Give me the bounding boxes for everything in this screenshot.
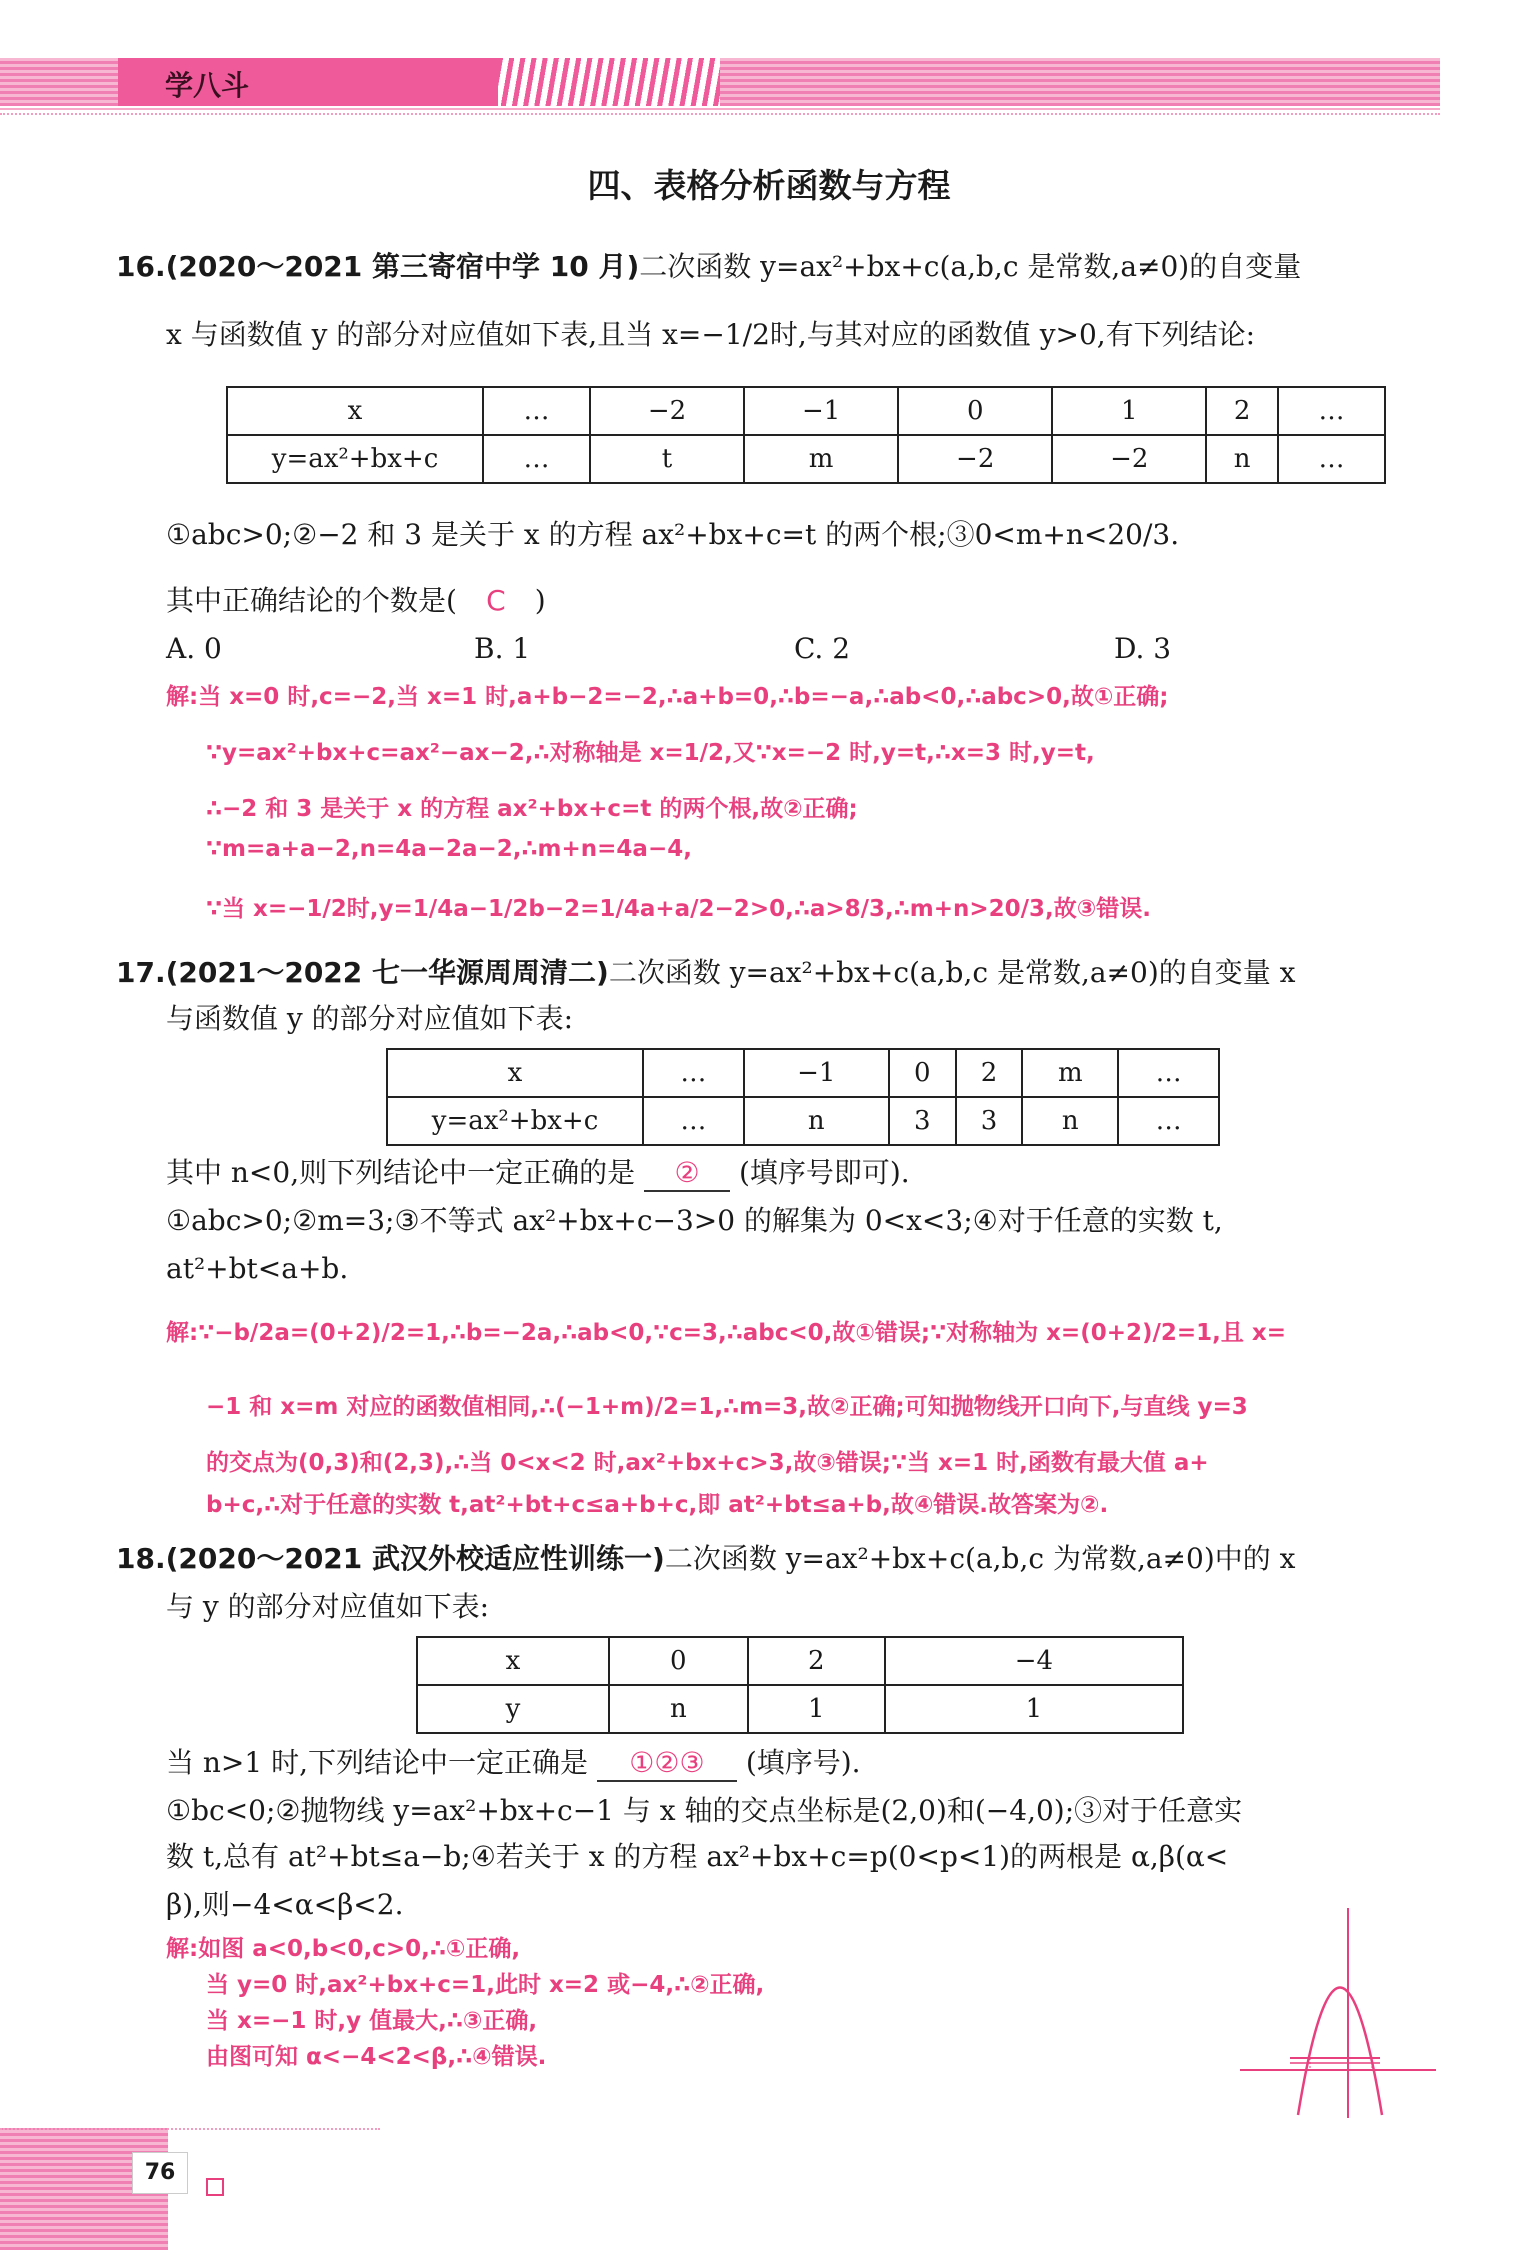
q16-choice-a: A. 0 [166,632,222,665]
square-icon [206,2178,224,2196]
table-cell: −2 [898,435,1052,483]
q18-solution-line4: 由图可知 α<−4<2<β,∴④错误. [206,2044,547,2070]
q18-statements2: 数 t,总有 at²+bt≤a−b;④若关于 x 的方程 ax²+bx+c=p(0<p<1)的两根是 α,β(α< [166,1840,1229,1873]
table-cell: n [609,1685,748,1733]
q18-prompt-end: (填序号). [745,1746,861,1779]
header-label: 学八斗 [165,69,250,102]
header-rule [0,108,1440,110]
q18-answer: ①②③ [597,1746,737,1782]
table-cell: … [643,1049,744,1097]
table-cell: n [1206,435,1278,483]
q17-statements1: ①abc>0;②m=3;③不等式 ax²+bx+c−3>0 的解集为 0<x<3;④对于任意的实数 t, [166,1204,1223,1237]
q17-answer: ② [644,1156,730,1192]
q16-stem-line1 [116,250,1301,284]
table-cell: 0 [889,1049,956,1097]
table-cell: 3 [889,1097,956,1145]
table-cell: … [1278,435,1385,483]
q17-prompt: 其中 n<0,则下列结论中一定正确的是 [166,1156,636,1189]
q17-solution-line4: b+c,∴对于任意的实数 t,at²+bt+c≤a+b+c,即 at²+bt≤a+b,故④错误.故答案为②. [206,1492,1109,1518]
q16-choice-c: C. 2 [794,632,851,665]
q18-source: (2020～2021 武汉外校适应性训练一) [165,1542,665,1575]
q16-solution-line2: ∵y=ax²+bx+c=ax²−ax−2,∴对称轴是 x=1/2,又∵x=−2 时,y=t,∴x=3 时,y=t, [206,740,1095,766]
q16-solution-line4: ∵m=a+a−2,n=4a−2a−2,∴m+n=4a−4, [206,836,692,862]
table-cell: −1 [744,387,898,435]
q17-value-table [386,1048,1220,1146]
q18-statements1: ①bc<0;②抛物线 y=ax²+bx+c−1 与 x 轴的交点坐标是(2,0)和(−4,0);③对于任意实 [166,1794,1243,1827]
table-cell: … [483,387,590,435]
table-cell: 2 [956,1049,1023,1097]
q16-solution-line1: 解:当 x=0 时,c=−2,当 x=1 时,a+b−2=−2,∴a+b=0,∴b=−a,∴ab<0,∴abc>0,故①正确; [166,684,1169,710]
footer-dots [0,2128,380,2130]
table-cell: y [417,1685,609,1733]
q18-prompt: 当 n>1 时,下列结论中一定正确是 [166,1746,589,1779]
table-row [417,1685,1183,1733]
q16-value-table [226,386,1386,484]
table-cell: m [1022,1049,1118,1097]
table-cell: x [227,387,483,435]
table-cell: x [417,1637,609,1685]
parabola-figure [1240,1900,1440,2120]
table-row [417,1637,1183,1685]
table-cell: −2 [1052,435,1206,483]
q17-prompt-line [166,1156,910,1192]
table-cell: … [1118,1049,1219,1097]
q16-choice-b: B. 1 [474,632,531,665]
q16-stem1: 二次函数 y=ax²+bx+c(a,b,c 是常数,a≠0)的自变量 [639,250,1302,283]
table-cell: 0 [898,387,1052,435]
q17-prompt-end: (填序号即可). [738,1156,910,1189]
table-cell: … [1278,387,1385,435]
q16-statements: ①abc>0;②−2 和 3 是关于 x 的方程 ax²+bx+c=t 的两个根;③0<m+n<20/3. [166,518,1180,551]
table-cell: … [483,435,590,483]
q17-stem-line1 [116,956,1295,990]
parabola-curve [1298,1988,1382,2116]
table-cell: n [744,1097,889,1145]
table-cell: y=ax²+bx+c [387,1097,643,1145]
table-cell: … [1118,1097,1219,1145]
table-row [387,1097,1219,1145]
q18-solution-line1: 解:如图 a<0,b<0,c>0,∴①正确, [166,1936,521,1962]
q17-solution-line2: −1 和 x=m 对应的函数值相同,∴(−1+m)/2=1,∴m=3,故②正确;可知抛物线开口向下,与直线 y=3 [206,1394,1248,1420]
table-cell: 1 [885,1685,1183,1733]
q18-prompt-line [166,1746,861,1782]
table-cell: 2 [1206,387,1278,435]
q17-stem1: 二次函数 y=ax²+bx+c(a,b,c 是常数,a≠0)的自变量 x [608,956,1296,989]
q16-answer: C [486,584,506,617]
q18-solution-line2: 当 y=0 时,ax²+bx+c=1,此时 x=2 或−4,∴②正确, [206,1972,765,1998]
table-cell: x [387,1049,643,1097]
q17-number: 17. [116,956,166,989]
table-cell: −2 [590,387,744,435]
table-cell: 2 [748,1637,885,1685]
q17-solution-line3: 的交点为(0,3)和(2,3),∴当 0<x<2 时,ax²+bx+c>3,故③错误;∵当 x=1 时,函数有最大值 a+ [206,1450,1209,1476]
q17-stem2: 与函数值 y 的部分对应值如下表: [166,1002,574,1035]
table-cell: −1 [744,1049,889,1097]
q18-solution-line3: 当 x=−1 时,y 值最大,∴③正确, [206,2008,538,2034]
table-cell: −4 [885,1637,1183,1685]
q17-source: (2021～2022 七一华源周周清二) [165,956,609,989]
q18-stem-line1 [116,1542,1295,1576]
q16-prompt: 其中正确结论的个数是( [166,584,457,617]
section-title: 四、表格分析函数与方程 [587,166,951,205]
table-cell: … [643,1097,744,1145]
table-row [227,435,1385,483]
table-cell: y=ax²+bx+c [227,435,483,483]
header-hatch [498,58,720,106]
table-row [227,387,1385,435]
table-cell: n [1022,1097,1118,1145]
q16-solution-line5: ∵当 x=−1/2时,y=1/4a−1/2b−2=1/4a+a/2−2>0,∴a>8/3,∴m+n>20/3,故③错误. [206,896,1152,922]
q16-source: (2020～2021 第三寄宿中学 10 月) [165,250,640,283]
q16-choice-d: D. 3 [1114,632,1172,665]
table-cell: 1 [1052,387,1206,435]
header-dots [0,113,1440,115]
q18-number: 18. [116,1542,166,1575]
q18-stem1: 二次函数 y=ax²+bx+c(a,b,c 为常数,a≠0)中的 x [664,1542,1296,1575]
table-cell: 3 [956,1097,1023,1145]
q18-stem2: 与 y 的部分对应值如下表: [166,1590,490,1623]
table-cell: m [744,435,898,483]
q16-number: 16. [116,250,166,283]
q18-statements3: β),则−4<α<β<2. [166,1888,404,1921]
q16-prompt-line [166,584,546,618]
table-cell: 1 [748,1685,885,1733]
table-row [387,1049,1219,1097]
q18-value-table [416,1636,1184,1734]
q16-stem2: x 与函数值 y 的部分对应值如下表,且当 x=−1/2时,与其对应的函数值 y>0,有下列结论: [166,318,1256,351]
q16-prompt-end: ) [534,584,546,617]
page-number: 76 [132,2152,188,2194]
table-cell: 0 [609,1637,748,1685]
q17-solution-line1: 解:∵−b/2a=(0+2)/2=1,∴b=−2a,∴ab<0,∵c=3,∴abc<0,故①错误;∵对称轴为 x=(0+2)/2=1,且 x= [166,1320,1287,1346]
q16-solution-line3: ∴−2 和 3 是关于 x 的方程 ax²+bx+c=t 的两个根,故②正确; [206,796,858,822]
table-cell: t [590,435,744,483]
q17-statements2: at²+bt<a+b. [166,1252,349,1285]
